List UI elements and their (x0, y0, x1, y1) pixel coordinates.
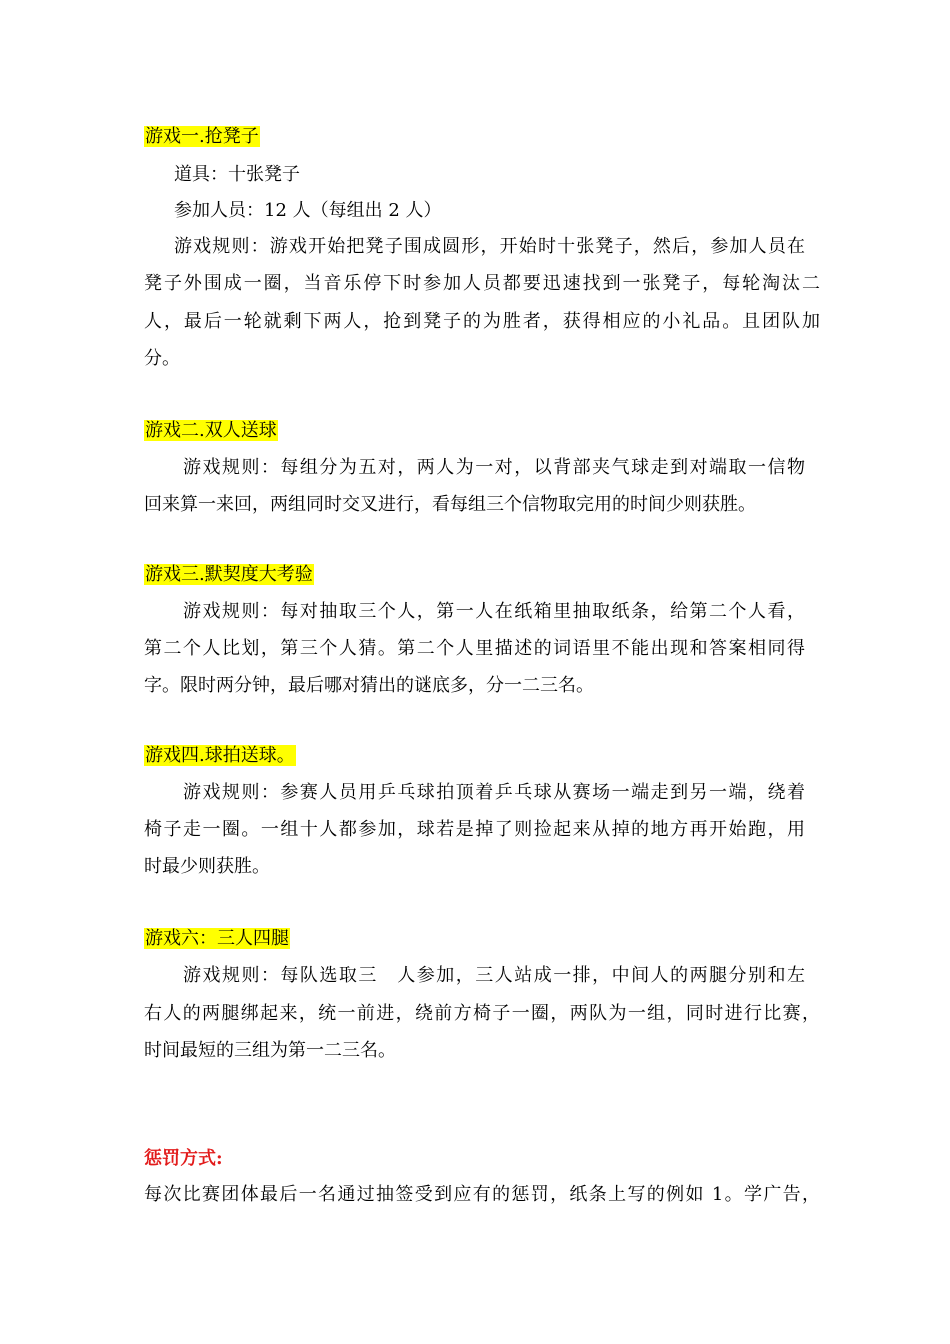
game1-rule-line: 凳子外围成一圈，当音乐停下时参加人员都要迅速找到一张凳子，每轮淘汰二 (144, 273, 820, 294)
game1-rule-line: 分。 (144, 348, 180, 369)
game1-heading (144, 125, 824, 149)
game4-rule-line: 时最少则获胜。 (144, 856, 270, 877)
game1-props: 道具：十张凳子 (174, 164, 300, 185)
game3-rule-line: 第二个人比划，第三个人猜。第二个人里描述的词语里不能出现和答案相同得 (144, 638, 805, 659)
game2-heading (144, 419, 824, 443)
game2-rule-line: 回来算一来回，两组同时交叉进行，看每组三个信物取完用的时间少则获胜。 (144, 494, 756, 515)
game1-participants: 参加人员：12 人（每组出 2 人） (174, 200, 442, 221)
penalty-title: 惩罚方式: (144, 1148, 223, 1169)
penalty-text: 每次比赛团体最后一名通过抽签受到应有的惩罚，纸条上写的例如 1。学广告， (144, 1184, 820, 1205)
game4-rule-line: 游戏规则：参赛人员用乒乓球拍顶着乒乓球从赛场一端走到另一端，绕着 (183, 782, 805, 803)
game6-title: 游戏六：三人四腿 (145, 928, 289, 949)
game3-rule-line: 字。限时两分钟，最后哪对猜出的谜底多，分一二三名。 (144, 675, 594, 696)
game3-heading (144, 563, 824, 587)
game4-title: 游戏四.球拍送球。 (145, 745, 295, 766)
game4-heading (144, 744, 824, 768)
game3-rule-line: 游戏规则：每对抽取三个人，第一人在纸箱里抽取纸条，给第二个人看， (183, 601, 805, 622)
game1-rule-line: 人，最后一轮就剩下两人，抢到凳子的为胜者，获得相应的小礼品。且团队加 (144, 311, 820, 332)
game6-rule-line: 右人的两腿绑起来，统一前进，绕前方椅子一圈，两队为一组，同时进行比赛， (144, 1003, 820, 1024)
game4-rule-line: 椅子走一圈。一组十人都参加，球若是掉了则捡起来从掉的地方再开始跑，用 (144, 819, 805, 840)
game6-rule-line: 游戏规则：每队选取三 人参加，三人站成一排，中间人的两腿分别和左 (183, 965, 805, 986)
game2-title: 游戏二.双人送球 (145, 420, 277, 441)
game6-heading (144, 927, 824, 951)
game6-rule-line: 时间最短的三组为第一二三名。 (144, 1040, 396, 1061)
game2-rule-line: 游戏规则：每组分为五对，两人为一对，以背部夹气球走到对端取一信物 (183, 457, 805, 478)
game3-title: 游戏三.默契度大考验 (145, 564, 313, 585)
game1-title: 游戏一.抢凳子 (145, 126, 259, 147)
game1-rule-line: 游戏规则：游戏开始把凳子围成圆形，开始时十张凳子，然后，参加人员在 (174, 236, 805, 257)
